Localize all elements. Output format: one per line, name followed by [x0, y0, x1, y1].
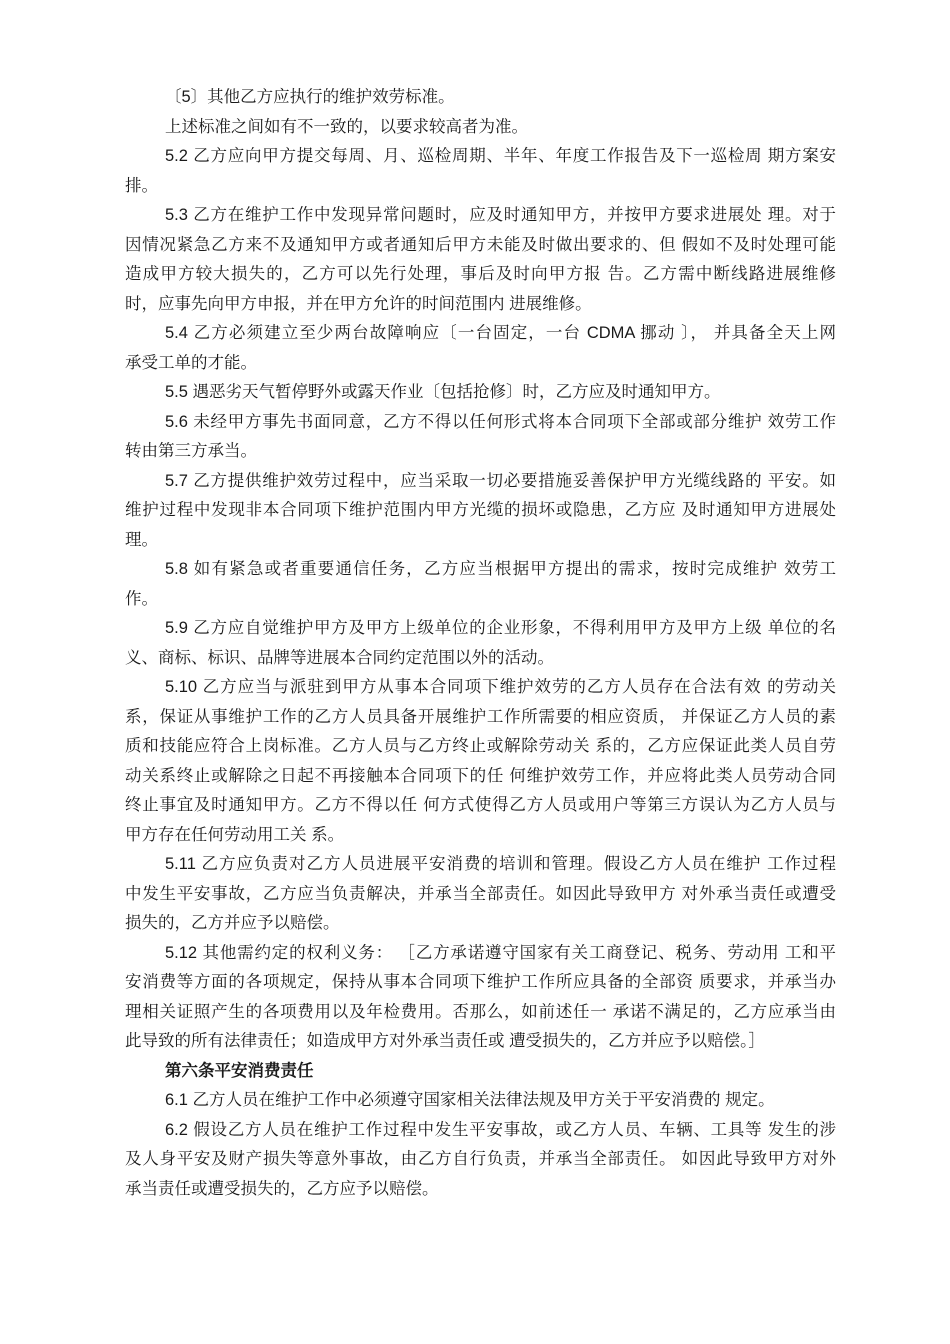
clause-line: 因情况紧急乙方来不及通知甲方或者通知后甲方未能及时做出要求的、但 假如不及时处理可能 — [125, 235, 836, 254]
clause-line: 5.6 未经甲方事先书面同意，乙方不得以任何形式将本合同项下全部或部分维护 效劳工作 — [165, 412, 836, 431]
clause-line: 5.3 乙方在维护工作中发现异常问题时，应及时通知甲方，并按甲方要求进展处 理。对于 — [165, 206, 836, 224]
clause-6-1 — [125, 1086, 836, 1116]
section-heading-article-6: 第六条平安消费责任 — [165, 1061, 314, 1080]
clause-5-11 — [125, 850, 836, 939]
clause-line: 承当责任或遭受损失的，乙方应予以赔偿。 — [125, 1179, 439, 1198]
clause-line: 5.12 其他需约定的权利义务： ［乙方承诺遵守国家有关工商登记、税务、劳动用 工和平 — [165, 943, 836, 962]
clause-line: 造成甲方较大损失的，乙方可以先行处理，事后及时向甲方报 告。乙方需中断线路进展维修 — [125, 265, 836, 283]
clause-line: 承受工单的才能。 — [125, 353, 257, 372]
clause-5-6 — [125, 408, 836, 467]
clause-5-9 — [125, 614, 836, 673]
clause-line: 上述标准之间如有不一致的，以要求较高者为准。 — [165, 117, 528, 136]
clause-line: 理相关证照产生的各项费用以及年检费用。否那么，如前述任一 承诺不满足的，乙方应承当由 — [125, 1002, 836, 1021]
clause-line: 终止事宜及时通知甲方。乙方不得以任 何方式使得乙方人员或用户等第三方误认为乙方人员与 — [125, 796, 836, 814]
clause-5-2 — [125, 142, 836, 201]
clause-line: 安消费等方面的各项规定，保持从事本合同项下维护工作所应具备的全部资 质要求，并承当办 — [125, 973, 836, 991]
clause-5-10 — [125, 673, 836, 850]
clause-5-12 — [125, 939, 836, 1057]
clause-line: 5.2 乙方应向甲方提交每周、月、巡检周期、半年、年度工作报告及下一巡检周 期方案安 — [165, 147, 836, 165]
clause-line: 理。 — [125, 530, 158, 549]
clause-5-1-note — [125, 113, 836, 143]
clause-line: 5.4 乙方必须建立至少两台故障响应〔一台固定，一台 CDMA 挪动 〕， 并具备全天上网 — [165, 324, 836, 342]
clause-line: 5.10 乙方应当与派驻到甲方从事本合同项下维护效劳的乙方人员存在合法有效 的劳动关 — [165, 678, 836, 696]
clause-5-5 — [125, 378, 836, 408]
clause-line: 5.5 遇恶劣天气暂停野外或露天作业〔包括抢修〕时，乙方应及时通知甲方。 — [165, 383, 721, 401]
clause-line: 5.7 乙方提供维护效劳过程中，应当采取一切必要措施妥善保护甲方光缆线路的 平安。如 — [165, 471, 836, 490]
clause-line: 5.11 乙方应负责对乙方人员进展平安消费的培训和管理。假设乙方人员在维护 工作过程 — [165, 855, 836, 873]
clause-line: 〔5〕其他乙方应执行的维护效劳标准。 — [165, 88, 455, 106]
clause-5-1-item-5 — [125, 83, 836, 113]
clause-5-8 — [125, 555, 836, 614]
document-body — [125, 83, 836, 1204]
clause-line: 5.8 如有紧急或者重要通信任务，乙方应当根据甲方提出的需求，按时完成维护 效劳工 — [165, 560, 836, 578]
clause-line: 此导致的所有法律责任；如造成甲方对外承当责任或 遭受损失的，乙方并应予以赔偿。］ — [125, 1032, 765, 1050]
clause-line: 排。 — [125, 176, 158, 195]
clause-5-4 — [125, 319, 836, 378]
clause-line: 6.2 假设乙方人员在维护工作过程中发生平安事故，或乙方人员、车辆、工具等 发生的涉 — [165, 1120, 836, 1139]
clause-line: 及人身平安及财产损失等意外事故，由乙方自行负责，并承当全部责任。 如因此导致甲方对外 — [125, 1150, 836, 1168]
clause-line: 作。 — [125, 589, 158, 608]
clause-line: 转由第三方承当。 — [125, 442, 257, 460]
clause-line: 质和技能应符合上岗标准。乙方人员与乙方终止或解除劳动关 系的，乙方应保证此类人员自劳 — [125, 737, 836, 755]
clause-line: 6.1 乙方人员在维护工作中必须遵守国家相关法律法规及甲方关于平安消费的 规定。 — [165, 1091, 775, 1109]
clause-line: 动关系终止或解除之日起不再接触本合同项下的任 何维护效劳工作，并应将此类人员劳动合同 — [125, 766, 836, 785]
clause-line: 甲方存在任何劳动用工关 系。 — [125, 825, 345, 844]
clause-line: 5.9 乙方应自觉维护甲方及甲方上级单位的企业形象，不得利用甲方及甲方上级 单位的名 — [165, 619, 836, 637]
clause-line: 义、商标、标识、品牌等进展本合同约定范围以外的活动。 — [125, 648, 554, 667]
clause-5-3 — [125, 201, 836, 319]
clause-5-7 — [125, 467, 836, 556]
clause-line: 损失的，乙方并应予以赔偿。 — [125, 914, 340, 932]
clause-line: 维护过程中发现非本合同项下维护范围内甲方光缆的损坏或隐患，乙方应 及时通知甲方进展处 — [125, 501, 836, 519]
clause-6-2 — [125, 1116, 836, 1205]
clause-line: 中发生平安事故，乙方应当负责解决，并承当全部责任。如因此导致甲方 对外承当责任或遭受 — [125, 884, 836, 903]
clause-line: 系，保证从事维护工作的乙方人员具备开展维护工作所需要的相应资质， 并保证乙方人员的素 — [125, 707, 836, 726]
clause-line: 时，应事先向甲方申报，并在甲方允许的时间范围内 进展维修。 — [125, 294, 592, 313]
